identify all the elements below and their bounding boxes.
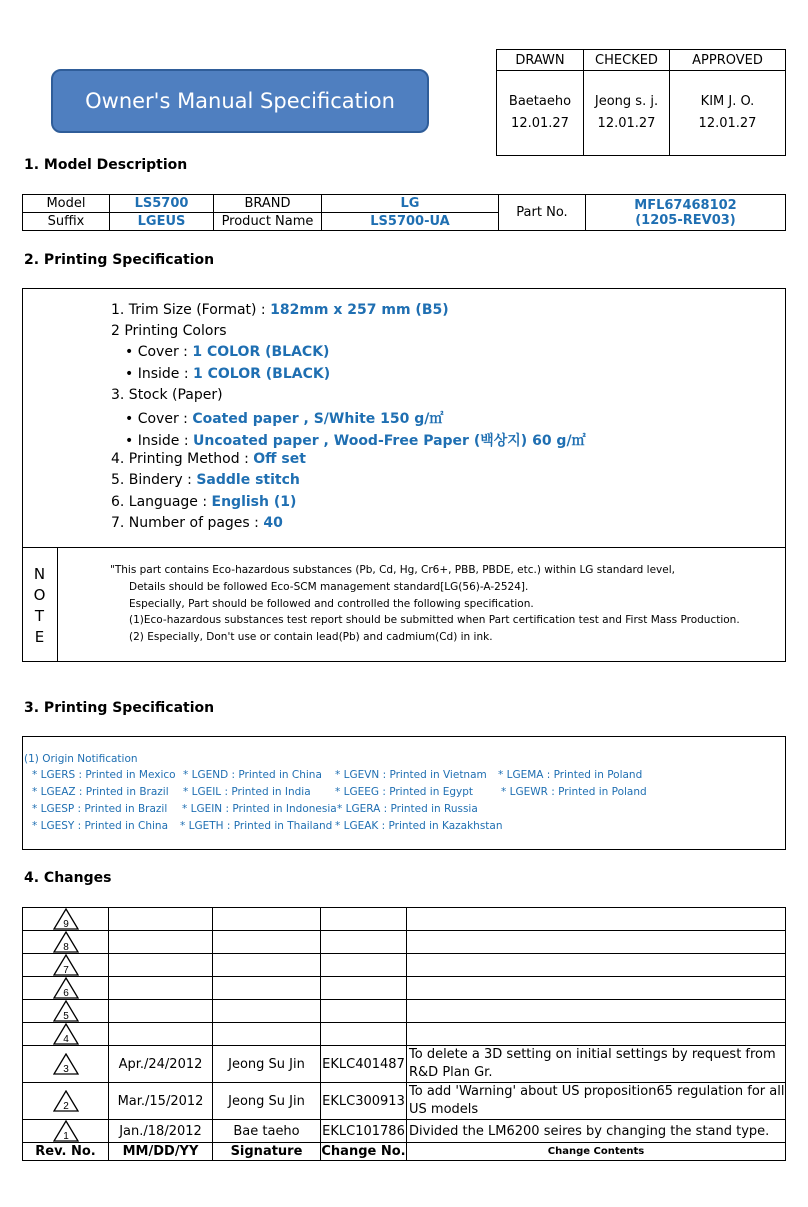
change-no-cell: EKLC300913 bbox=[321, 1083, 407, 1120]
checked-name: Jeong s. j. bbox=[594, 94, 659, 109]
suffix-value: LGEUS bbox=[110, 213, 214, 231]
origin-title: (1) Origin Notification bbox=[24, 753, 138, 765]
date-cell bbox=[109, 1000, 213, 1023]
table-row bbox=[23, 1083, 786, 1120]
revision-triangle-icon bbox=[53, 1090, 79, 1112]
change-content-cell bbox=[407, 954, 786, 977]
spec-trim-size: 1. Trim Size (Format) : 182mm x 257 mm (B5) bbox=[111, 302, 449, 318]
date-cell bbox=[109, 954, 213, 977]
rev-cell bbox=[23, 954, 109, 977]
revision-triangle-icon bbox=[53, 1120, 79, 1142]
table-row bbox=[23, 977, 786, 1000]
origin-item: * LGERS : Printed in Mexico bbox=[32, 769, 176, 781]
origin-item: * LGEAK : Printed in Kazakhstan bbox=[335, 820, 503, 832]
signature-cell bbox=[213, 1023, 321, 1046]
change-content-cell bbox=[407, 1000, 786, 1023]
approved-cell bbox=[670, 71, 786, 156]
svg-text:6: 6 bbox=[62, 988, 69, 999]
spec-printing-colors: 2 Printing Colors bbox=[111, 323, 227, 339]
origin-item: * LGEMA : Printed in Poland bbox=[498, 769, 643, 781]
table-row bbox=[23, 908, 786, 931]
change-no-cell bbox=[321, 1023, 407, 1046]
origin-item: * LGEND : Printed in China bbox=[183, 769, 322, 781]
section-4-title: 4. Changes bbox=[24, 870, 112, 886]
rev-cell bbox=[23, 1023, 109, 1046]
spec-bindery: 5. Bindery : Saddle stitch bbox=[111, 472, 300, 488]
rev-cell bbox=[23, 1046, 109, 1083]
signature-header: Signature bbox=[213, 1143, 321, 1161]
approved-name: KIM J. O. bbox=[700, 94, 755, 109]
drawn-date: 12.01.27 bbox=[511, 116, 569, 131]
date-cell: Jan./18/2012 bbox=[109, 1120, 213, 1143]
product-name-value: LS5700-UA bbox=[322, 213, 499, 231]
product-name-label: Product Name bbox=[214, 213, 322, 231]
origin-item: * LGEIN : Printed in Indonesia bbox=[182, 803, 337, 815]
revision-triangle-icon bbox=[53, 931, 79, 953]
spec-inside-color: • Inside : 1 COLOR (BLACK) bbox=[125, 366, 331, 382]
suffix-label: Suffix bbox=[23, 213, 110, 231]
brand-label: BRAND bbox=[214, 195, 322, 213]
model-table bbox=[22, 194, 786, 231]
origin-item: * LGEWR : Printed in Poland bbox=[501, 786, 647, 798]
model-value: LS5700 bbox=[110, 195, 214, 213]
signature-cell bbox=[213, 931, 321, 954]
note-line-4: (1)Eco-hazardous substances test report should be submitted when Part certification test and First Mass Production. bbox=[129, 614, 740, 626]
origin-item: * LGEIL : Printed in India bbox=[183, 786, 311, 798]
svg-text:9: 9 bbox=[62, 919, 69, 930]
change-no-header: Change No. bbox=[321, 1144, 406, 1159]
signature-cell bbox=[213, 977, 321, 1000]
origin-item: * LGESP : Printed in Brazil bbox=[32, 803, 168, 815]
change-no-cell: EKLC401487 bbox=[321, 1046, 407, 1083]
note-line-3: Especially, Part should be followed and controlled the following specification. bbox=[129, 598, 534, 610]
table-row bbox=[23, 954, 786, 977]
revision-triangle-icon bbox=[53, 954, 79, 976]
section-3-title: 3. Printing Specification bbox=[24, 700, 215, 716]
origin-item: * LGEEG : Printed in Egypt bbox=[335, 786, 474, 798]
revision-triangle-icon bbox=[53, 1023, 79, 1045]
svg-text:1: 1 bbox=[62, 1131, 69, 1142]
spec-cover-paper: • Cover : Coated paper , S/White 150 g/㎡ bbox=[125, 411, 444, 427]
revision-triangle-icon bbox=[53, 1000, 79, 1022]
part-no-label: Part No. bbox=[499, 195, 586, 231]
change-no-cell bbox=[321, 977, 407, 1000]
change-no-cell bbox=[321, 931, 407, 954]
change-no-cell bbox=[321, 908, 407, 931]
drawn-header: DRAWN bbox=[497, 50, 584, 71]
change-content-cell bbox=[407, 1023, 786, 1046]
change-content-cell: To add 'Warning' about US proposition65 regulation for all US models bbox=[407, 1083, 786, 1120]
signature-cell: Bae taeho bbox=[213, 1120, 321, 1143]
signature-cell bbox=[213, 1000, 321, 1023]
signature-cell bbox=[213, 954, 321, 977]
model-label: Model bbox=[23, 195, 110, 213]
signature-cell bbox=[213, 908, 321, 931]
change-contents-header: Change Contents bbox=[407, 1143, 786, 1161]
spec-cover-color: • Cover : 1 COLOR (BLACK) bbox=[125, 344, 330, 360]
svg-text:5: 5 bbox=[62, 1011, 69, 1022]
document-title: Owner's Manual Specification bbox=[51, 69, 429, 133]
note-label: N O T E bbox=[33, 565, 46, 646]
change-no-cell bbox=[321, 954, 407, 977]
rev-cell bbox=[23, 1120, 109, 1143]
spec-stock: 3. Stock (Paper) bbox=[111, 387, 223, 403]
origin-item: * LGESY : Printed in China bbox=[32, 820, 169, 832]
signature-cell: Jeong Su Jin bbox=[213, 1083, 321, 1120]
approved-header: APPROVED bbox=[670, 50, 786, 71]
checked-date: 12.01.27 bbox=[597, 116, 656, 131]
rev-cell bbox=[23, 931, 109, 954]
table-row bbox=[23, 931, 786, 954]
change-content-cell: Divided the LM6200 seires by changing the stand type. bbox=[407, 1120, 786, 1143]
table-row bbox=[23, 1120, 786, 1143]
date-cell: Mar./15/2012 bbox=[109, 1083, 213, 1120]
svg-text:7: 7 bbox=[62, 965, 69, 976]
change-no-cell bbox=[321, 1000, 407, 1023]
signature-cell: Jeong Su Jin bbox=[213, 1046, 321, 1083]
change-content-cell bbox=[407, 908, 786, 931]
table-row bbox=[23, 1000, 786, 1023]
approval-table bbox=[496, 49, 786, 156]
part-number: MFL67468102 bbox=[634, 197, 737, 213]
note-column-divider bbox=[57, 547, 58, 662]
brand-value: LG bbox=[322, 195, 499, 213]
date-cell bbox=[109, 1023, 213, 1046]
change-no-cell: EKLC101786 bbox=[321, 1120, 407, 1143]
section-2-title: 2. Printing Specification bbox=[24, 252, 215, 268]
change-content-cell bbox=[407, 977, 786, 1000]
date-cell bbox=[109, 931, 213, 954]
rev-cell bbox=[23, 977, 109, 1000]
note-line-1: "This part contains Eco-hazardous substances (Pb, Cd, Hg, Cr6+, PBB, PBDE, etc.) within LG standard level, bbox=[110, 564, 675, 576]
checked-header: CHECKED bbox=[584, 50, 670, 71]
table-row bbox=[23, 1046, 786, 1083]
changes-table bbox=[22, 907, 786, 1161]
change-content-cell bbox=[407, 931, 786, 954]
rev-cell bbox=[23, 1000, 109, 1023]
approved-date: 12.01.27 bbox=[698, 116, 757, 131]
note-divider bbox=[22, 547, 786, 548]
revision-triangle-icon bbox=[53, 1053, 79, 1075]
spec-printing-method: 4. Printing Method : Off set bbox=[111, 451, 306, 467]
date-cell bbox=[109, 977, 213, 1000]
origin-item: * LGEVN : Printed in Vietnam bbox=[335, 769, 487, 781]
spec-inside-paper: • Inside : Uncoated paper , Wood-Free Paper (백상지) 60 g/㎡ bbox=[125, 433, 586, 449]
part-revision: (1205-REV03) bbox=[635, 212, 736, 228]
origin-item: * LGETH : Printed in Thailand bbox=[180, 820, 333, 832]
svg-text:8: 8 bbox=[62, 942, 69, 953]
date-header: MM/DD/YY bbox=[109, 1143, 213, 1161]
rev-cell bbox=[23, 1083, 109, 1120]
rev-cell bbox=[23, 908, 109, 931]
note-line-2: Details should be followed Eco-SCM management standard[LG(56)-A-2524]. bbox=[129, 581, 529, 593]
checked-cell bbox=[584, 71, 670, 156]
drawn-name: Baetaeho bbox=[508, 94, 572, 109]
origin-item: * LGERA : Printed in Russia bbox=[337, 803, 478, 815]
revision-triangle-icon bbox=[53, 908, 79, 930]
rev-no-header: Rev. No. bbox=[23, 1143, 109, 1161]
part-no-value bbox=[586, 195, 786, 231]
origin-item: * LGEAZ : Printed in Brazil bbox=[32, 786, 169, 798]
spec-language: 6. Language : English (1) bbox=[111, 494, 297, 510]
revision-triangle-icon bbox=[53, 977, 79, 999]
svg-text:2: 2 bbox=[62, 1101, 69, 1112]
spec-pages: 7. Number of pages : 40 bbox=[111, 515, 283, 531]
section-1-title: 1. Model Description bbox=[24, 157, 188, 173]
svg-text:4: 4 bbox=[62, 1034, 69, 1045]
date-cell: Apr./24/2012 bbox=[109, 1046, 213, 1083]
svg-text:3: 3 bbox=[62, 1064, 69, 1075]
table-row bbox=[23, 1023, 786, 1046]
drawn-cell bbox=[497, 71, 584, 156]
date-cell bbox=[109, 908, 213, 931]
change-content-cell: To delete a 3D setting on initial settings by request from R&D Plan Gr. bbox=[407, 1046, 786, 1083]
header-row bbox=[23, 1143, 786, 1161]
note-line-5: (2) Especially, Don't use or contain lead(Pb) and cadmium(Cd) in ink. bbox=[129, 631, 493, 643]
